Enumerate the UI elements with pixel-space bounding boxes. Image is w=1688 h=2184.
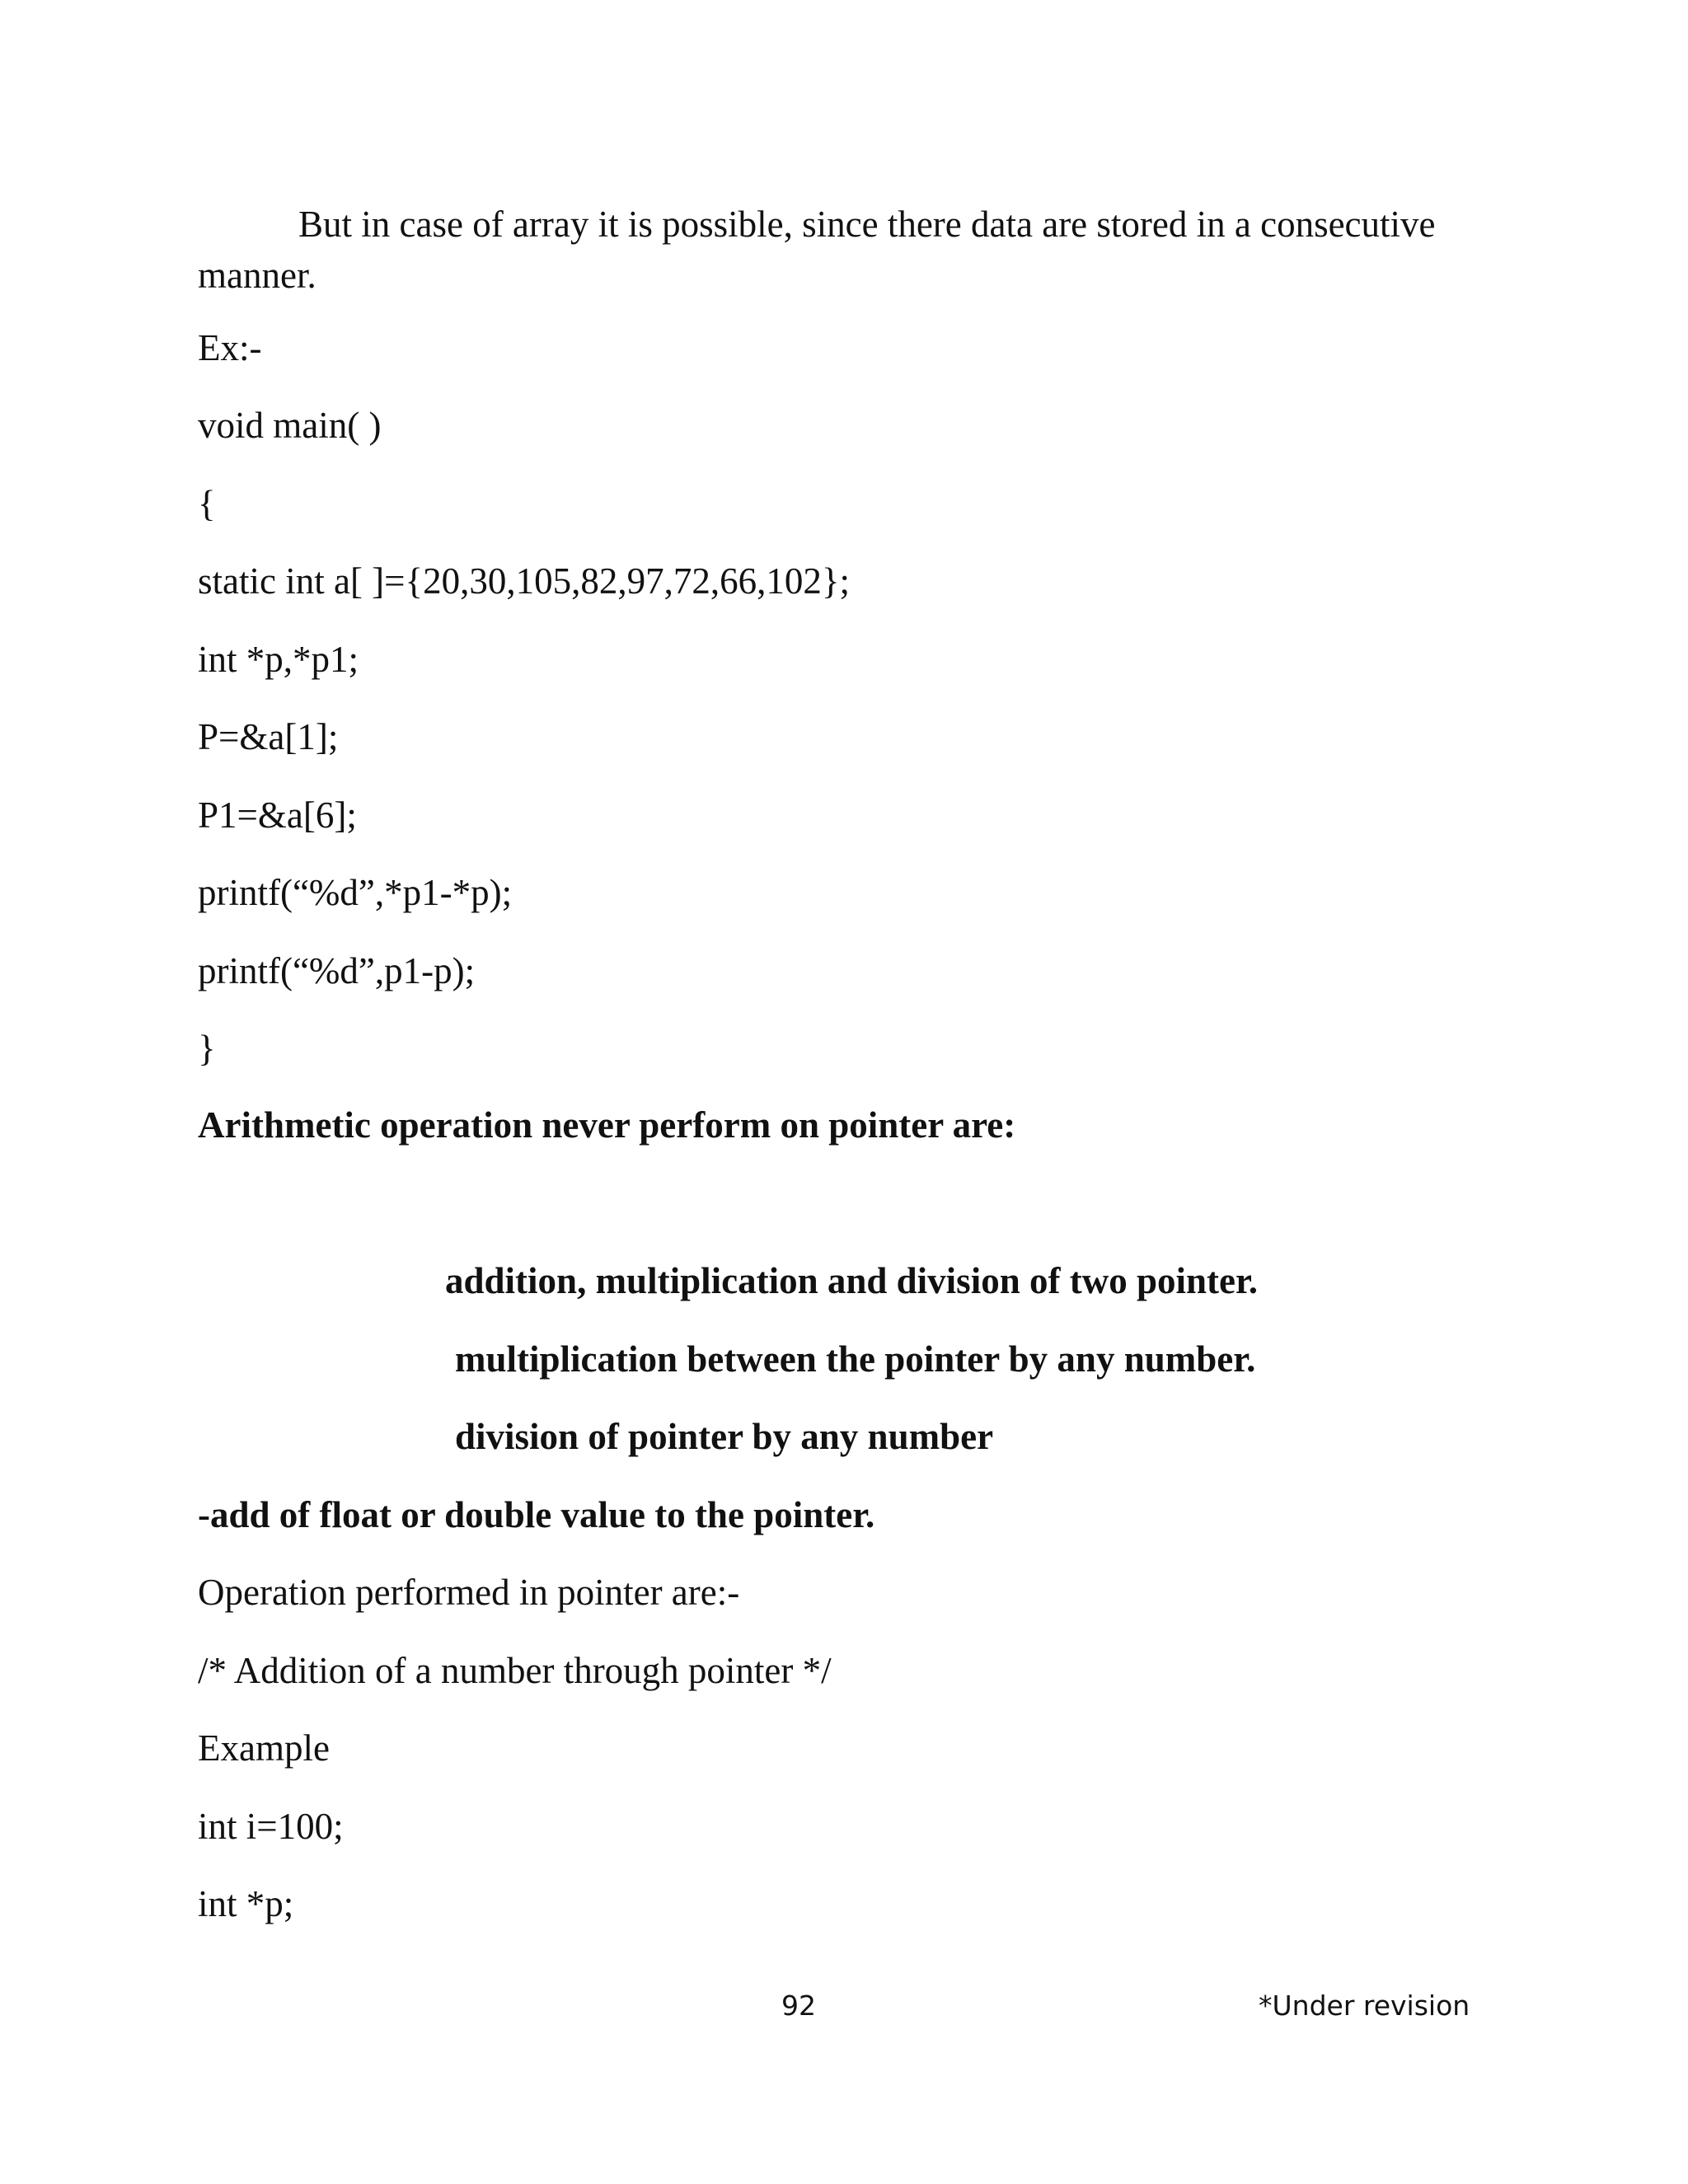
- comment-line: /* Addition of a number through pointer */: [198, 1650, 832, 1691]
- code-line-assign-p: P=&a[1];: [198, 716, 339, 757]
- example-line-int-i: int i=100;: [198, 1806, 344, 1847]
- never-extra-item: -add of float or double value to the pointer.: [198, 1494, 875, 1535]
- example-label: Example: [198, 1727, 330, 1769]
- code-line-open-brace: {: [198, 483, 216, 524]
- code-line-main: void main( ): [198, 405, 382, 446]
- code-line-array-decl: static int a[ ]={20,30,105,82,97,72,66,102};: [198, 560, 850, 602]
- never-heading: Arithmetic operation never perform on pointer are:: [198, 1104, 1016, 1146]
- code-line-pointer-decl: int *p,*p1;: [198, 639, 359, 680]
- revision-note: *Under revision: [1259, 1990, 1470, 2022]
- code-line-assign-p1: P1=&a[6];: [198, 794, 357, 836]
- performed-heading: Operation performed in pointer are:-: [198, 1572, 740, 1613]
- page-number: 92: [781, 1990, 816, 2022]
- intro-paragraph: But in case of array it is possible, since there data are stored in a consecutive manner.: [198, 204, 1436, 296]
- code-line-printf-values: printf(“%d”,*p1-*p);: [198, 872, 513, 913]
- never-item-multiplication: multiplication between the pointer by any number.: [455, 1338, 1256, 1380]
- never-item-division: division of pointer by any number: [455, 1416, 994, 1457]
- code-line-printf-diff: printf(“%d”,p1-p);: [198, 950, 476, 991]
- never-item-addition: addition, multiplication and division of two pointer.: [445, 1260, 1259, 1301]
- ex-label: Ex:-: [198, 327, 262, 368]
- example-line-int-p: int *p;: [198, 1883, 294, 1924]
- code-line-close-brace: }: [198, 1028, 216, 1069]
